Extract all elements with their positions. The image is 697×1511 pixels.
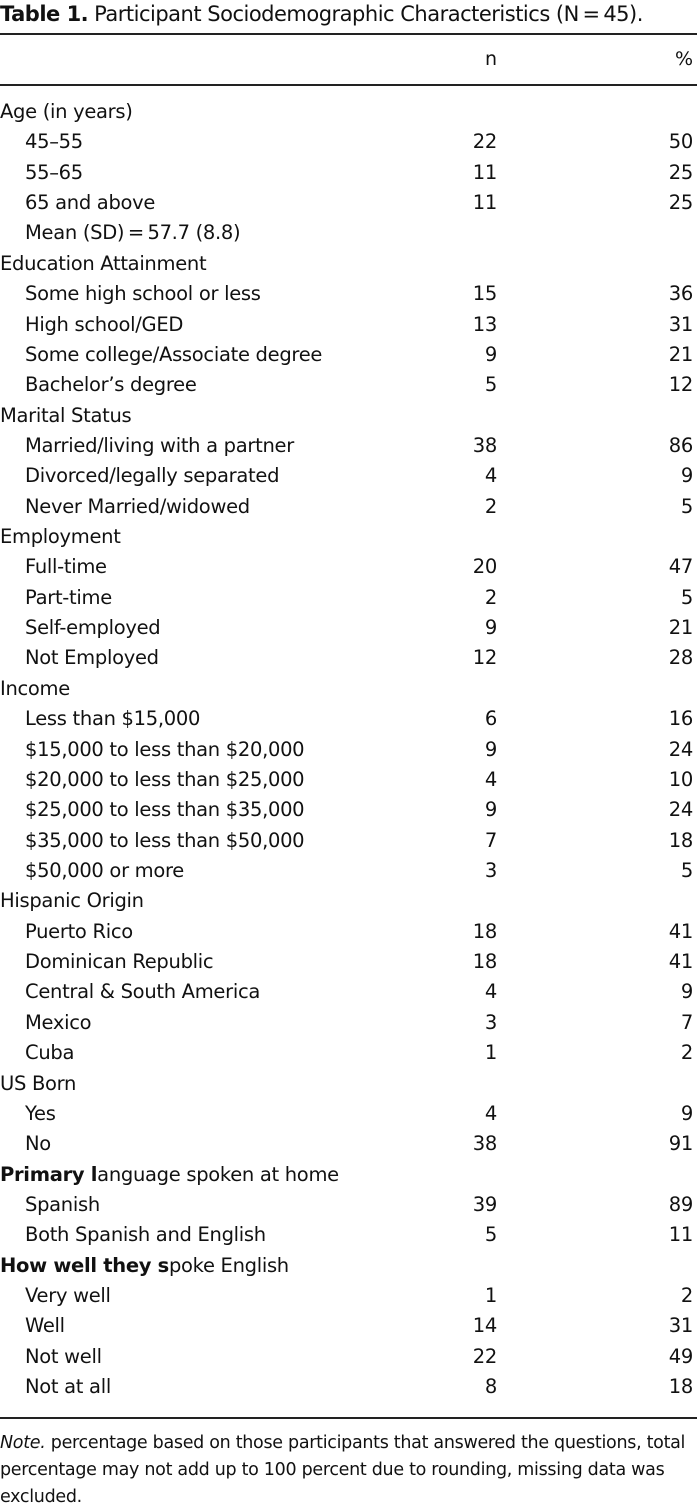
- table-row: [0, 917, 697, 947]
- cell-n: 4: [484, 1101, 497, 1125]
- cell-percent: 28: [668, 646, 693, 670]
- row-label: [25, 947, 213, 977]
- cell-percent: 5: [680, 858, 693, 882]
- row-label-text: Some college/Associate degree: [25, 342, 323, 366]
- table-row: [0, 1342, 697, 1372]
- cell-percent: 91: [668, 1132, 693, 1156]
- cell-percent: 31: [668, 1314, 693, 1338]
- cell-n: 11: [472, 191, 497, 215]
- table-row: [0, 310, 697, 340]
- row-label: [0, 1160, 339, 1190]
- table-caption: Participant Sociodemographic Characteristics (N = 45).: [94, 2, 643, 26]
- cell-percent: 2: [680, 1041, 693, 1065]
- cell-n: 2: [484, 494, 497, 518]
- cell-percent: 36: [668, 282, 693, 306]
- row-label: [25, 279, 261, 309]
- cell-n: 7: [484, 828, 497, 852]
- cell-n: 8: [484, 1375, 497, 1399]
- row-label-text: High school/GED: [25, 312, 184, 336]
- table-row: [0, 370, 697, 400]
- cell-percent: 24: [668, 737, 693, 761]
- table-body: [0, 97, 697, 1402]
- cell-percent: 18: [668, 1375, 693, 1399]
- table-row: [0, 1038, 697, 1068]
- table-row: [0, 340, 697, 370]
- note-text: percentage based on those participants that answered the questions, total percentage may not add up to 100 percent due to rounding, missing data was excluded.: [0, 1433, 686, 1507]
- row-label-text: anguage spoken at home: [97, 1162, 339, 1186]
- row-label-text: Employment: [0, 525, 121, 549]
- row-label-text: Part-time: [25, 585, 112, 609]
- row-label-text: Full-time: [25, 555, 107, 579]
- cell-n: 5: [484, 373, 497, 397]
- cell-percent: 9: [680, 464, 693, 488]
- cell-percent: 16: [668, 707, 693, 731]
- row-label: [25, 1008, 91, 1038]
- row-label: [25, 310, 183, 340]
- table-row: [0, 1129, 697, 1159]
- cell-n: 3: [484, 1010, 497, 1034]
- cell-n: 4: [484, 767, 497, 791]
- cell-n: 13: [472, 312, 497, 336]
- row-label: [0, 522, 121, 552]
- row-label: [25, 461, 279, 491]
- row-label: [25, 795, 304, 825]
- table-note: [0, 1430, 697, 1511]
- row-label-text: Not Employed: [25, 646, 159, 670]
- row-label-text: $25,000 to less than $35,000: [25, 798, 305, 822]
- category-row: [0, 249, 697, 279]
- category-row: [0, 1160, 697, 1190]
- row-label: [25, 1311, 65, 1341]
- table-title: [0, 2, 643, 26]
- row-label: [25, 613, 160, 643]
- row-label-text: No: [25, 1132, 51, 1156]
- row-label-text: Never Married/widowed: [25, 494, 250, 518]
- row-label-text: US Born: [0, 1071, 77, 1095]
- row-label: [25, 735, 304, 765]
- row-label-text: 45–55: [25, 130, 83, 154]
- top-rule: [0, 33, 697, 35]
- cell-percent: 18: [668, 828, 693, 852]
- row-label: [0, 1069, 76, 1099]
- row-label-text: $50,000 or more: [25, 858, 184, 882]
- cell-n: 14: [472, 1314, 497, 1338]
- row-label: [25, 370, 197, 400]
- row-label-text: Bachelor’s degree: [25, 373, 197, 397]
- row-label: [25, 583, 112, 613]
- row-label: [25, 1099, 56, 1129]
- row-label-text: Self-employed: [25, 616, 161, 640]
- row-label: [0, 1251, 289, 1281]
- row-label-text: $20,000 to less than $25,000: [25, 767, 305, 791]
- row-label-text: Married/living with a partner: [25, 433, 294, 457]
- row-label: [25, 1038, 74, 1068]
- cell-n: 15: [472, 282, 497, 306]
- cell-percent: 49: [668, 1344, 693, 1368]
- cell-n: 9: [484, 342, 497, 366]
- row-label-text: Central & South America: [25, 980, 261, 1004]
- table-row: [0, 735, 697, 765]
- cell-percent: 7: [680, 1010, 693, 1034]
- cell-percent: 21: [668, 342, 693, 366]
- cell-n: 3: [484, 858, 497, 882]
- bottom-rule: [0, 1417, 697, 1419]
- cell-n: 1: [484, 1041, 497, 1065]
- table-row: [0, 552, 697, 582]
- table-row: [0, 947, 697, 977]
- table-row: [0, 1281, 697, 1311]
- row-label: [0, 674, 70, 704]
- row-label-bold: Primary l: [0, 1162, 98, 1186]
- row-label: [25, 492, 250, 522]
- cell-percent: 50: [668, 130, 693, 154]
- column-header-percent: %: [674, 48, 693, 70]
- row-label-text: Mexico: [25, 1010, 92, 1034]
- row-label: [25, 1129, 51, 1159]
- cell-n: 9: [484, 798, 497, 822]
- cell-percent: 9: [680, 1101, 693, 1125]
- row-label-text: Cuba: [25, 1041, 75, 1065]
- row-label: [25, 643, 159, 673]
- row-label: [25, 1281, 111, 1311]
- table-row: [0, 765, 697, 795]
- row-label-text: Age (in years): [0, 100, 133, 123]
- table-row: [0, 279, 697, 309]
- row-label-text: Marital Status: [0, 403, 132, 427]
- row-label: [25, 1342, 102, 1372]
- cell-percent: 21: [668, 616, 693, 640]
- cell-percent: 12: [668, 373, 693, 397]
- row-label-text: $35,000 to less than $50,000: [25, 828, 305, 852]
- cell-n: 18: [472, 919, 497, 943]
- table-row: [0, 583, 697, 613]
- table-label: Table 1.: [0, 2, 89, 26]
- row-label: [25, 704, 200, 734]
- cell-percent: 41: [668, 950, 693, 974]
- table-row: [0, 492, 697, 522]
- table-row: [0, 158, 697, 188]
- cell-n: 39: [472, 1192, 497, 1216]
- table-row: [0, 1372, 697, 1402]
- table-row: [0, 1220, 697, 1250]
- row-label: [25, 856, 184, 886]
- cell-n: 22: [472, 130, 497, 154]
- column-header-n: n: [484, 48, 497, 70]
- cell-n: 9: [484, 737, 497, 761]
- row-label-text: Very well: [25, 1284, 111, 1308]
- cell-percent: 47: [668, 555, 693, 579]
- category-row: [0, 674, 697, 704]
- table-row: [0, 461, 697, 491]
- row-label-bold: How well they s: [0, 1253, 169, 1277]
- table-row: [0, 977, 697, 1007]
- cell-n: 38: [472, 433, 497, 457]
- row-label: [25, 765, 304, 795]
- table-row: [0, 826, 697, 856]
- row-label: [25, 977, 260, 1007]
- cell-percent: 25: [668, 191, 693, 215]
- table-row: [0, 704, 697, 734]
- row-label-text: Mean (SD) = 57.7 (8.8): [25, 221, 241, 245]
- row-label: [25, 158, 83, 188]
- row-label: [25, 1220, 266, 1250]
- row-label-text: 55–65: [25, 160, 83, 184]
- cell-n: 22: [472, 1344, 497, 1368]
- row-label-text: Yes: [25, 1101, 56, 1125]
- cell-percent: 41: [668, 919, 693, 943]
- table-row: [0, 1190, 697, 1220]
- row-label: [25, 218, 240, 248]
- cell-n: 38: [472, 1132, 497, 1156]
- row-label-text: Not at all: [25, 1375, 111, 1399]
- cell-n: 20: [472, 555, 497, 579]
- table-row: [0, 1099, 697, 1129]
- table-row: [0, 218, 697, 248]
- row-label: [25, 917, 133, 947]
- cell-percent: 2: [680, 1284, 693, 1308]
- row-label: [25, 552, 107, 582]
- row-label-text: Divorced/legally separated: [25, 464, 280, 488]
- row-label-text: Spanish: [25, 1192, 100, 1216]
- table-row: [0, 431, 697, 461]
- row-label-text: Not well: [25, 1344, 102, 1368]
- category-row: [0, 1069, 697, 1099]
- category-row: [0, 522, 697, 552]
- row-label-text: $15,000 to less than $20,000: [25, 737, 305, 761]
- cell-n: 4: [484, 464, 497, 488]
- table-row: [0, 127, 697, 157]
- row-label-text: poke English: [168, 1253, 289, 1277]
- cell-percent: 31: [668, 312, 693, 336]
- row-label: [0, 886, 144, 916]
- cell-percent: 5: [680, 494, 693, 518]
- note-label: Note.: [0, 1433, 46, 1453]
- table-row: [0, 613, 697, 643]
- row-label-text: Some high school or less: [25, 282, 261, 306]
- cell-n: 1: [484, 1284, 497, 1308]
- cell-percent: 5: [680, 585, 693, 609]
- row-label: [25, 1190, 100, 1220]
- row-label-text: Well: [25, 1314, 65, 1338]
- category-row: [0, 401, 697, 431]
- cell-n: 6: [484, 707, 497, 731]
- cell-percent: 9: [680, 980, 693, 1004]
- cell-percent: 25: [668, 160, 693, 184]
- cell-percent: 10: [668, 767, 693, 791]
- cell-percent: 89: [668, 1192, 693, 1216]
- row-label: [0, 97, 133, 127]
- cell-percent: 24: [668, 798, 693, 822]
- row-label: [0, 401, 131, 431]
- cell-n: 5: [484, 1223, 497, 1247]
- category-row: [0, 97, 697, 127]
- row-label: [25, 826, 304, 856]
- row-label-text: Hispanic Origin: [0, 889, 144, 913]
- header-rule: [0, 84, 697, 86]
- row-label: [25, 340, 322, 370]
- row-label-text: 65 and above: [25, 191, 156, 215]
- cell-n: 12: [472, 646, 497, 670]
- cell-n: 9: [484, 616, 497, 640]
- row-label: [25, 188, 155, 218]
- row-label: [0, 249, 206, 279]
- category-row: [0, 1251, 697, 1281]
- cell-n: 18: [472, 950, 497, 974]
- cell-percent: 86: [668, 433, 693, 457]
- row-label-text: Education Attainment: [0, 251, 207, 275]
- row-label: [25, 1372, 111, 1402]
- cell-n: 2: [484, 585, 497, 609]
- table-row: [0, 795, 697, 825]
- category-row: [0, 886, 697, 916]
- table-row: [0, 1008, 697, 1038]
- table-row: [0, 1311, 697, 1341]
- cell-n: 11: [472, 160, 497, 184]
- row-label-text: Less than $15,000: [25, 707, 201, 731]
- row-label-text: Dominican Republic: [25, 950, 214, 974]
- row-label: [25, 431, 294, 461]
- table-row: [0, 856, 697, 886]
- table-row: [0, 188, 697, 218]
- cell-percent: 11: [668, 1223, 693, 1247]
- row-label-text: Income: [0, 676, 70, 700]
- table-row: [0, 643, 697, 673]
- cell-n: 4: [484, 980, 497, 1004]
- row-label-text: Puerto Rico: [25, 919, 133, 943]
- row-label-text: Both Spanish and English: [25, 1223, 266, 1247]
- row-label: [25, 127, 83, 157]
